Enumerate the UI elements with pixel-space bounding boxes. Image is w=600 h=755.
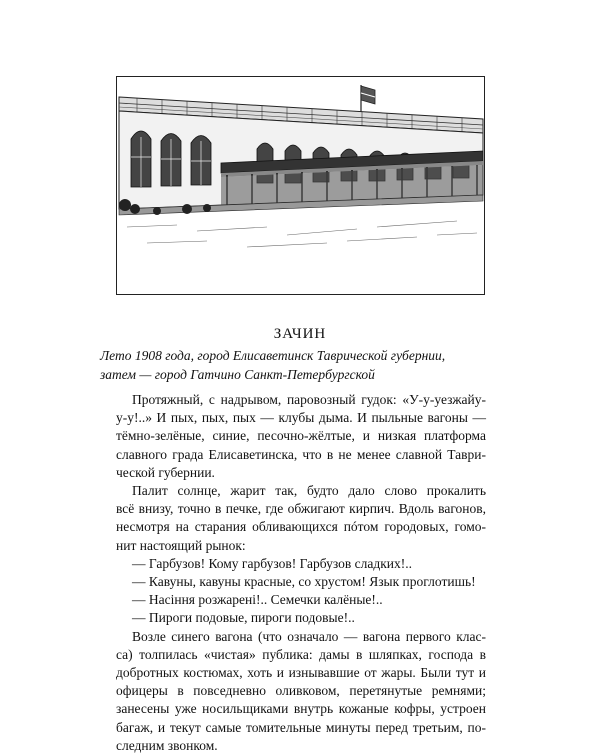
dialogue-line: — Насіння розжарені!.. Семечки калёные!.. [132,592,383,608]
text-line: у-у!..» И пых, пых, пых — клубы дыма. И пыльные вагоны — [116,410,486,426]
text-line: багаж, и текут самые томительные минуты перед третьим, по- [116,719,486,735]
chapter-subtitle [100,346,500,384]
text-line: занесены уже носильщиками внутрь кожаные кофры, устроен [116,701,486,717]
dialogue-line: — Гарбузов! Кому гарбузов! Гарбузов сладких!.. [132,555,412,571]
text-line: тёмно-зелёные, синие, песочно-жёлтые, и низкая платформа [116,428,486,444]
body-text [116,391,486,755]
text-line: Возле синего вагона (что означало — вагона первого клас- [132,628,486,644]
text-line: нит настоящий рынок: [116,537,246,553]
text-line: всё внизу, точно в печке, где обжигают кирпич. Вдоль вагонов, [116,501,486,517]
dialogue-line: — Пироги подовые, пироги подовые!.. [132,610,355,626]
text-line: несмотря на старания обливающихся пóтом городовых, гомо- [116,519,486,535]
railway-station-drawing [117,77,484,294]
chapter-title: ЗАЧИН [273,326,327,342]
text-line: офицеры в повседневно оливковом, перетянутые ремнями; [116,683,486,699]
dialogue-line: — Кавуны, кавуны красные, со хрустом! Язык проглотишь! [132,574,476,590]
text-line: добротных костюмах, хоть и изнывавшие от жары. Были тут и [116,665,486,681]
text-line: ческой губернии. [116,464,215,480]
subtitle-line: Лето 1908 года, город Елисаветинск Таврической губернии, [100,348,446,363]
text-line: Палит солнце, жарит так, будто дало слово прокалить [132,483,486,499]
text-line: славного града Елисаветинска, что в не менее славной Таври- [116,446,486,462]
text-line: Протяжный, с надрывом, паровозный гудок: «У-у-уезжайу- [132,392,486,407]
station-illustration [116,76,485,295]
text-line: са) толпилась «чистая» публика: дамы в шляпках, господа в [116,646,486,662]
subtitle-line: затем — город Гатчино Санкт-Петербургской [100,367,375,382]
text-line: следним звонком. [116,737,218,753]
